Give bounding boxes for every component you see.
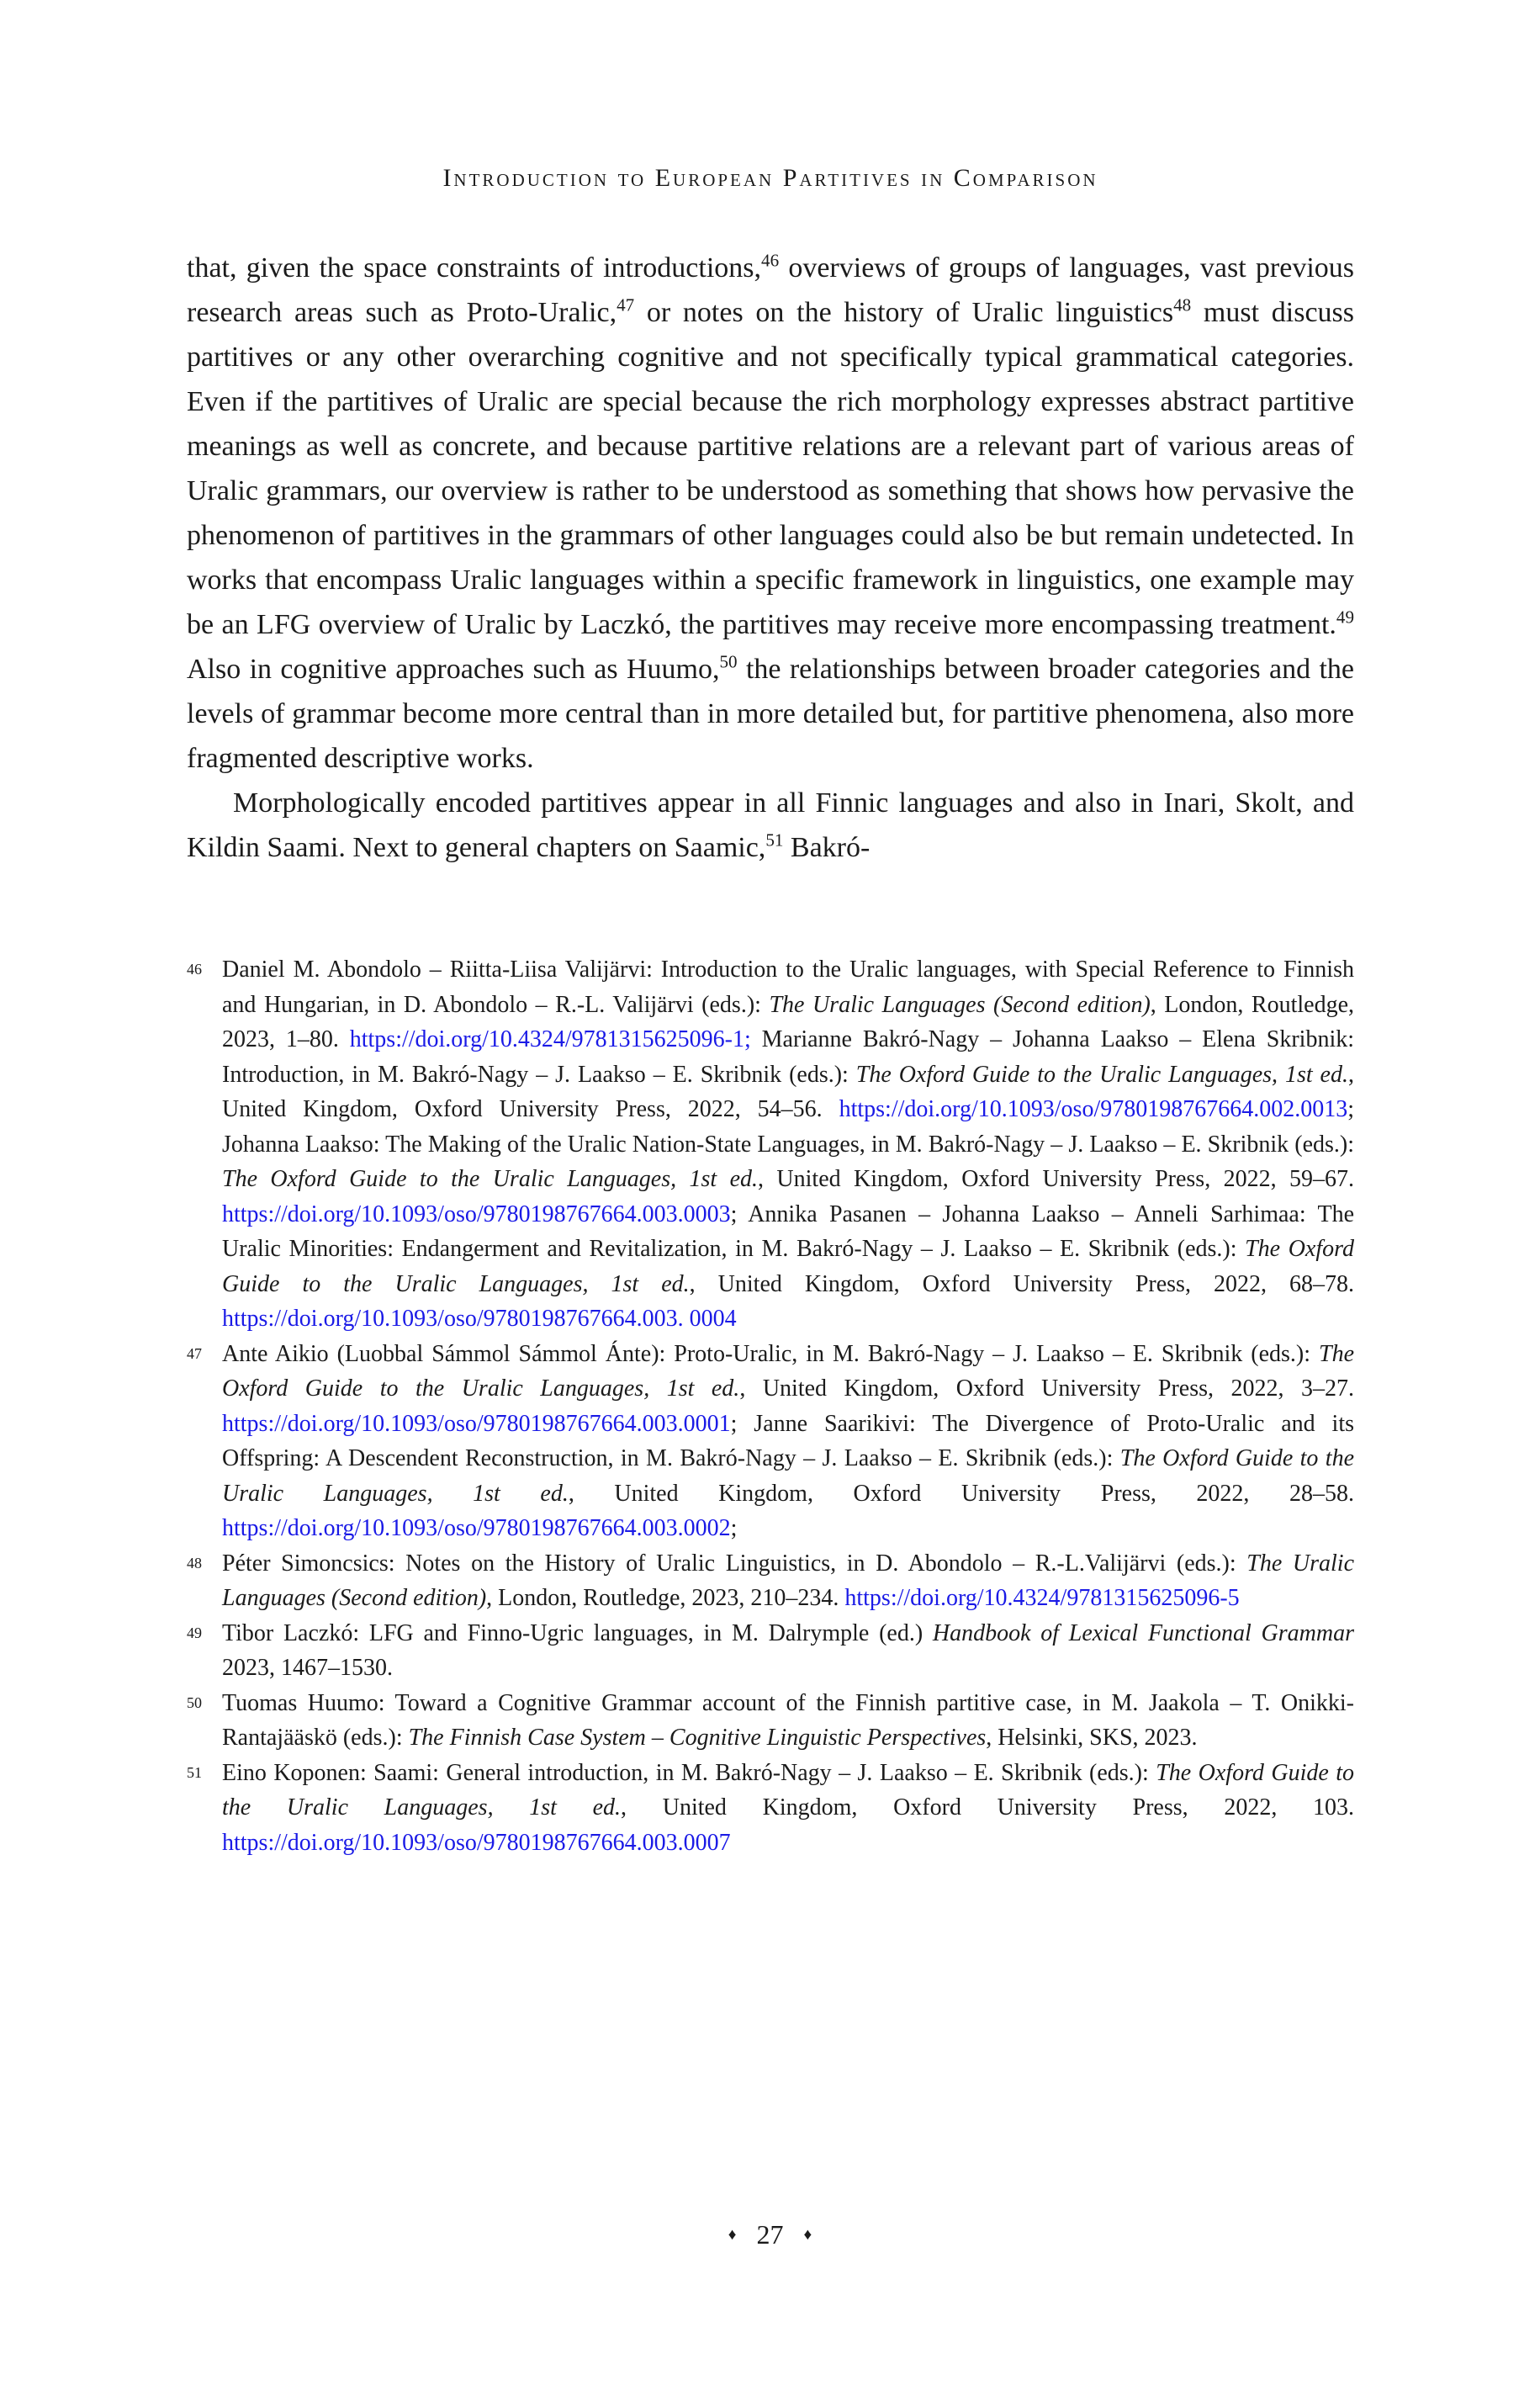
doi-link[interactable]: https://doi.org/10.1093/oso/9780198767664.003. 0004 — [222, 1306, 737, 1332]
body-paragraph — [187, 781, 1354, 870]
text-run: , United Kingdom, Oxford University Press, 2022, 54–56. — [222, 1061, 1354, 1122]
italic-title: The Oxford Guide to the Uralic Languages, 1st ed. — [855, 1061, 1348, 1088]
text-run: overviews of groups of languages, vast previous research areas such as Proto-Uralic, — [187, 252, 1354, 328]
doi-link[interactable]: https://doi.org/10.1093/oso/9780198767664.003.0001 — [222, 1410, 731, 1437]
footnote-number: 46 — [187, 961, 202, 978]
footnote-51 — [187, 1756, 1354, 1861]
text-run: or notes on the history of Uralic linguistics — [634, 297, 1174, 328]
text-run: ; — [730, 1515, 738, 1541]
page-footer — [0, 2218, 1540, 2252]
italic-title: The Finnish Case System – Cognitive Linguistic Perspectives — [408, 1725, 987, 1751]
footnote-text — [222, 1616, 1354, 1686]
text-run: , United Kingdom, Oxford University Press, 2022, 28–58. — [568, 1480, 1354, 1507]
footnotes-section — [187, 952, 1354, 1860]
footnote-number: 49 — [187, 1624, 202, 1641]
footnote-49 — [187, 1616, 1354, 1686]
text-run: Marianne Bakró-Nagy – Johanna Laakso – Elena Skribnik: Introduction, in M. Bakró-Nagy – J. Laakso – E. Skribnik (eds.): — [222, 1026, 1354, 1088]
italic-title: The Uralic Languages (Second edition) — [769, 991, 1151, 1018]
text-run: that, given the space constraints of introductions, — [187, 252, 762, 284]
footer-ornament-right: ♦ — [803, 2226, 812, 2244]
doi-link[interactable]: https://doi.org/10.1093/oso/9780198767664.003.0003 — [222, 1200, 731, 1227]
footnote-46 — [187, 952, 1354, 1337]
doi-link[interactable]: https://doi.org/10.1093/oso/9780198767664.003.0002 — [222, 1515, 731, 1541]
footnote-text — [222, 952, 1354, 1337]
footnote-text — [222, 1546, 1354, 1616]
text-run: the relationships between broader categories and the levels of grammar become more central than in more detailed but, for partitive phenomena, also more fragmented descriptive works. — [187, 654, 1355, 774]
footnote-text — [222, 1337, 1354, 1546]
doi-link[interactable]: https://doi.org/10.4324/9781315625096-1; — [349, 1026, 751, 1052]
footnote-text — [222, 1756, 1354, 1861]
text-run: 2023, 1467–1530. — [222, 1655, 393, 1681]
text-run: Also in cognitive approaches such as Huumo, — [187, 654, 720, 685]
text-run: , London, Routledge, 2023, 210–234. — [486, 1585, 845, 1611]
footnote-text — [222, 1686, 1354, 1756]
doi-link[interactable]: https://doi.org/10.4324/9781315625096-5 — [844, 1585, 1240, 1611]
footnote-number: 47 — [187, 1344, 202, 1362]
text-run: Eino Koponen: Saami: General introduction, in M. Bakró-Nagy – J. Laakso – E. Skribnik (eds.): — [222, 1759, 1156, 1786]
text-run: , United Kingdom, Oxford University Press, 2022, 59–67. — [758, 1166, 1354, 1192]
doi-link[interactable]: https://doi.org/10.1093/oso/9780198767664.002.0013 — [839, 1096, 1348, 1122]
footnote-ref: 50 — [719, 651, 738, 672]
text-run: Bakró- — [783, 832, 871, 863]
running-head-title: Introduction to European Partitives in Comparison — [442, 164, 1098, 192]
italic-title: The Oxford Guide to the Uralic Languages, 1st ed. — [222, 1759, 1354, 1821]
doi-link[interactable]: https://doi.org/10.1093/oso/9780198767664.003.0007 — [222, 1829, 731, 1856]
footnote-ref: 47 — [617, 294, 635, 315]
text-column — [187, 0, 1354, 1860]
italic-title: The Uralic Languages (Second edition) — [222, 1550, 1354, 1611]
text-run: Péter Simoncsics: Notes on the History of Uralic Linguistics, in D. Abondolo – R.-L.Valijärvi (eds.): — [222, 1550, 1247, 1577]
text-run: Daniel M. Abondolo – Riitta-Liisa Valijärvi: Introduction to the Uralic languages, with Special Reference to Finnish and Hungarian, in D. Abondolo – R.-L. Valijärvi (eds.): — [222, 957, 1354, 1018]
page-number: 27 — [756, 2219, 784, 2250]
footnote-48 — [187, 1546, 1354, 1616]
text-run: ; Johanna Laakso: The Making of the Uralic Nation-State Languages, in M. Bakró-Nagy – J. Laakso – E. Skribnik (eds.): — [222, 1096, 1354, 1158]
footnote-ref: 46 — [761, 250, 780, 271]
footnote-ref: 49 — [1336, 607, 1354, 628]
text-run: Tibor Laczkó: LFG and Finno-Ugric languages, in M. Dalrymple (ed.) — [222, 1619, 933, 1646]
text-run: , Helsinki, SKS, 2023. — [986, 1725, 1198, 1751]
footnote-number: 50 — [187, 1693, 202, 1711]
italic-title: The Oxford Guide to the Uralic Languages, 1st ed. — [222, 1236, 1354, 1297]
footnote-50 — [187, 1686, 1354, 1756]
text-run: Ante Aikio (Luobbal Sámmol Sámmol Ánte): Proto-Uralic, in M. Bakró-Nagy – J. Laakso – E. Skribnik (eds.): — [222, 1340, 1319, 1367]
italic-title: The Oxford Guide to the Uralic Languages, 1st ed. — [222, 1340, 1354, 1402]
text-run: ; Annika Pasanen – Johanna Laakso – Anneli Sarhimaa: The Uralic Minorities: Endangerment and Revitalization, in M. Bakró-Nagy – J. Laakso – E. Skribnik (eds.): — [222, 1200, 1354, 1262]
text-run: Morphologically encoded partitives appear in all Finnic languages and also in Inari, Skolt, and Kildin Saami. Next to general chapters on Saamic, — [187, 787, 1354, 863]
body-paragraph — [187, 246, 1354, 781]
text-run: ; Janne Saarikivi: The Divergence of Proto-Uralic and its Offspring: A Descendent Reconstruction, in M. Bakró-Nagy – J. Laakso – E. Skribnik (eds.): — [222, 1410, 1354, 1471]
text-run: , United Kingdom, Oxford University Press, 2022, 3–27. — [739, 1375, 1354, 1402]
text-run: must discuss partitives or any other overarching cognitive and not specifically typical grammatical categories. Even if the partitives of Uralic are special because the rich morphology expresses abstract partitive meanings as well as concrete, and because partitive relations are a relevant part of various areas of Uralic grammars, our overview is rather to be understood as something that shows how pervasive the phenomenon of partitives in the grammars of other languages could also be but remain undetected. In works that encompass Uralic languages within a specific framework in linguistics, one example may be an LFG overview of Uralic by Laczkó, the partitives may receive more encompassing treatment. — [187, 297, 1354, 640]
italic-title: Handbook of Lexical Functional Grammar — [932, 1619, 1354, 1646]
footnote-47 — [187, 1337, 1354, 1546]
italic-title: The Oxford Guide to the Uralic Languages, 1st ed. — [222, 1445, 1354, 1507]
footer-ornament-left: ♦ — [728, 2226, 737, 2244]
footnote-ref: 51 — [765, 829, 784, 851]
footnote-number: 51 — [187, 1763, 202, 1781]
italic-title: The Oxford Guide to the Uralic Languages, 1st ed. — [222, 1166, 759, 1192]
text-run: , United Kingdom, Oxford University Press, 2022, 103. — [621, 1794, 1354, 1821]
text-run: , United Kingdom, Oxford University Press, 2022, 68–78. — [689, 1270, 1354, 1297]
footnote-ref: 48 — [1173, 294, 1192, 315]
body-text — [187, 246, 1354, 870]
text-run: Tuomas Huumo: Toward a Cognitive Grammar account of the Finnish partitive case, in M. Jaakola – T. Onikki-Rantajääskö (eds.): — [222, 1689, 1354, 1751]
text-run: , London, Routledge, 2023, 1–80. — [222, 991, 1354, 1052]
footnote-number: 48 — [187, 1554, 202, 1571]
